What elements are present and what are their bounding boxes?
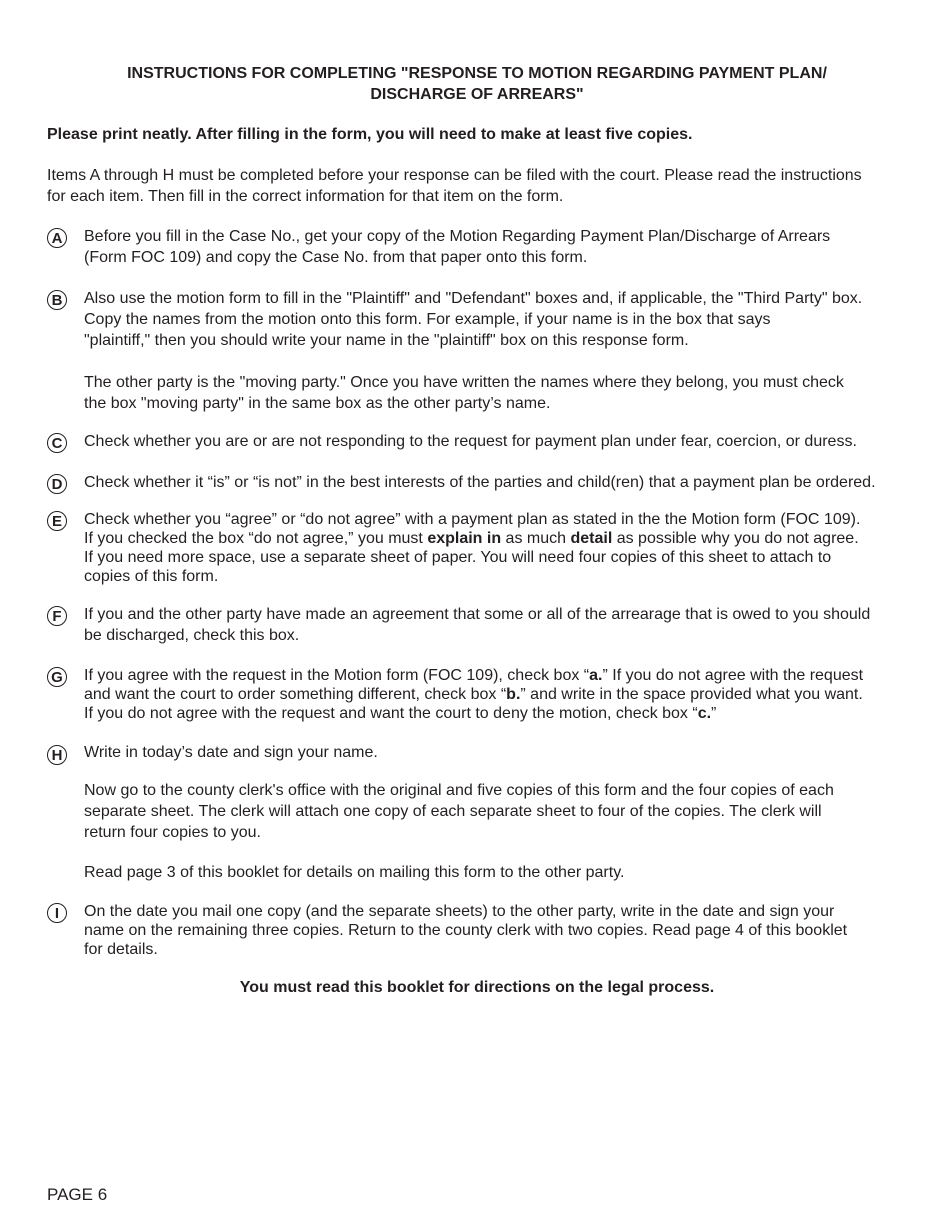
text-run: and want the court to order something different, check box “ bbox=[84, 686, 507, 703]
option-b-label: b. bbox=[506, 686, 521, 703]
item-letter-badge: I bbox=[47, 903, 67, 923]
text-line: separate sheet. The clerk will attach one copy of each separate sheet to four of the copies. The clerk will bbox=[84, 803, 822, 820]
item-letter-badge: G bbox=[47, 667, 67, 687]
item-text bbox=[84, 472, 912, 493]
text-line: be discharged, check this box. bbox=[84, 627, 300, 644]
text-line: for details. bbox=[84, 941, 158, 958]
option-a-label: a. bbox=[589, 667, 603, 684]
text-run: as possible why you do not agree. bbox=[612, 530, 859, 547]
text-line: return four copies to you. bbox=[84, 824, 261, 841]
item-text bbox=[84, 604, 912, 646]
text-line: Now go to the county clerk's office with the original and five copies of this form and the four copies of each bbox=[84, 782, 834, 799]
text-line: Check whether you are or are not responding to the request for payment plan under fear, coercion, or duress. bbox=[84, 433, 857, 450]
text-run: ” bbox=[711, 705, 717, 722]
item-letter-badge: E bbox=[47, 511, 67, 531]
text-line bbox=[84, 666, 912, 685]
item-text bbox=[84, 510, 912, 586]
item-text bbox=[84, 902, 912, 959]
page-title bbox=[47, 63, 907, 105]
text-run: ” If you do not agree with the request bbox=[602, 667, 864, 684]
text-run: If you do not agree with the request and want the court to deny the motion, check box “ bbox=[84, 705, 698, 722]
item-text bbox=[84, 666, 912, 723]
text-run: If you checked the box “do not agree,” you must bbox=[84, 530, 428, 547]
intro-line-2: for each item. Then fill in the correct information for that item on the form. bbox=[47, 188, 564, 205]
text-line: "plaintiff," then you should write your name in the "plaintiff" box on this response form. bbox=[84, 332, 689, 349]
option-c-label: c. bbox=[697, 705, 712, 722]
text-line: Write in today’s date and sign your name. bbox=[84, 744, 378, 761]
text-line: (Form FOC 109) and copy the Case No. from that paper onto this form. bbox=[84, 249, 588, 266]
text-line: Also use the motion form to fill in the "Plaintiff" and "Defendant" boxes and, if applicable, the "Third Party" box. bbox=[84, 290, 863, 307]
text-line: On the date you mail one copy (and the separate sheets) to the other party, write in the date and sign your bbox=[84, 903, 835, 920]
item-letter-badge: C bbox=[47, 433, 67, 453]
text-run: If you agree with the request in the Motion form (FOC 109), check box “ bbox=[84, 667, 590, 684]
text-line: The other party is the "moving party." Once you have written the names where they belong, you must check bbox=[84, 374, 844, 391]
item-text bbox=[84, 288, 912, 414]
text-line: If you need more space, use a separate sheet of paper. You will need four copies of this sheet to attach to bbox=[84, 549, 832, 566]
title-line-1: INSTRUCTIONS FOR COMPLETING "RESPONSE TO MOTION REGARDING PAYMENT PLAN/ bbox=[127, 65, 827, 82]
emphasis-detail: detail bbox=[570, 530, 613, 547]
text-line: Check whether it “is” or “is not” in the best interests of the parties and child(ren) that a payment plan be ordered. bbox=[84, 474, 876, 491]
text-line: Check whether you “agree” or “do not agree” with a payment plan as stated in the the Motion form (FOC 109). bbox=[84, 511, 861, 528]
text-line: the box "moving party" in the same box as the other party’s name. bbox=[84, 395, 551, 412]
item-letter-badge: B bbox=[47, 290, 67, 310]
text-run: as much bbox=[501, 530, 571, 547]
intro-paragraph bbox=[47, 165, 912, 207]
title-line-2: DISCHARGE OF ARREARS" bbox=[370, 86, 584, 103]
text-line: copies of this form. bbox=[84, 568, 219, 585]
emphasis-explain: explain in bbox=[427, 530, 502, 547]
item-letter-badge: F bbox=[47, 606, 67, 626]
text-run: ” and write in the space provided what you want. bbox=[520, 686, 863, 703]
text-line bbox=[84, 704, 912, 723]
item-letter-badge: H bbox=[47, 745, 67, 765]
item-text bbox=[84, 431, 912, 452]
item-text bbox=[84, 226, 912, 268]
page-number: PAGE 6 bbox=[47, 1185, 108, 1204]
item-letter-badge: D bbox=[47, 474, 67, 494]
text-line: If you and the other party have made an agreement that some or all of the arrearage that is owed to you should bbox=[84, 606, 871, 623]
item-letter-badge: A bbox=[47, 228, 67, 248]
text-line bbox=[84, 529, 912, 548]
item-text bbox=[84, 742, 912, 883]
text-line: Copy the names from the motion onto this form. For example, if your name is in the box that says bbox=[84, 311, 771, 328]
print-note: Please print neatly. After filling in the form, you will need to make at least five copies. bbox=[47, 126, 693, 143]
text-line: Read page 3 of this booklet for details on mailing this form to the other party. bbox=[84, 864, 625, 881]
intro-line-1: Items A through H must be completed before your response can be filed with the court. Please read the instructions bbox=[47, 167, 862, 184]
text-line bbox=[84, 685, 912, 704]
text-line: name on the remaining three copies. Return to the county clerk with two copies. Read page 4 of this booklet bbox=[84, 922, 848, 939]
text-line: Before you fill in the Case No., get your copy of the Motion Regarding Payment Plan/Discharge of Arrears bbox=[84, 228, 831, 245]
closing-note: You must read this booklet for directions on the legal process. bbox=[239, 979, 715, 996]
